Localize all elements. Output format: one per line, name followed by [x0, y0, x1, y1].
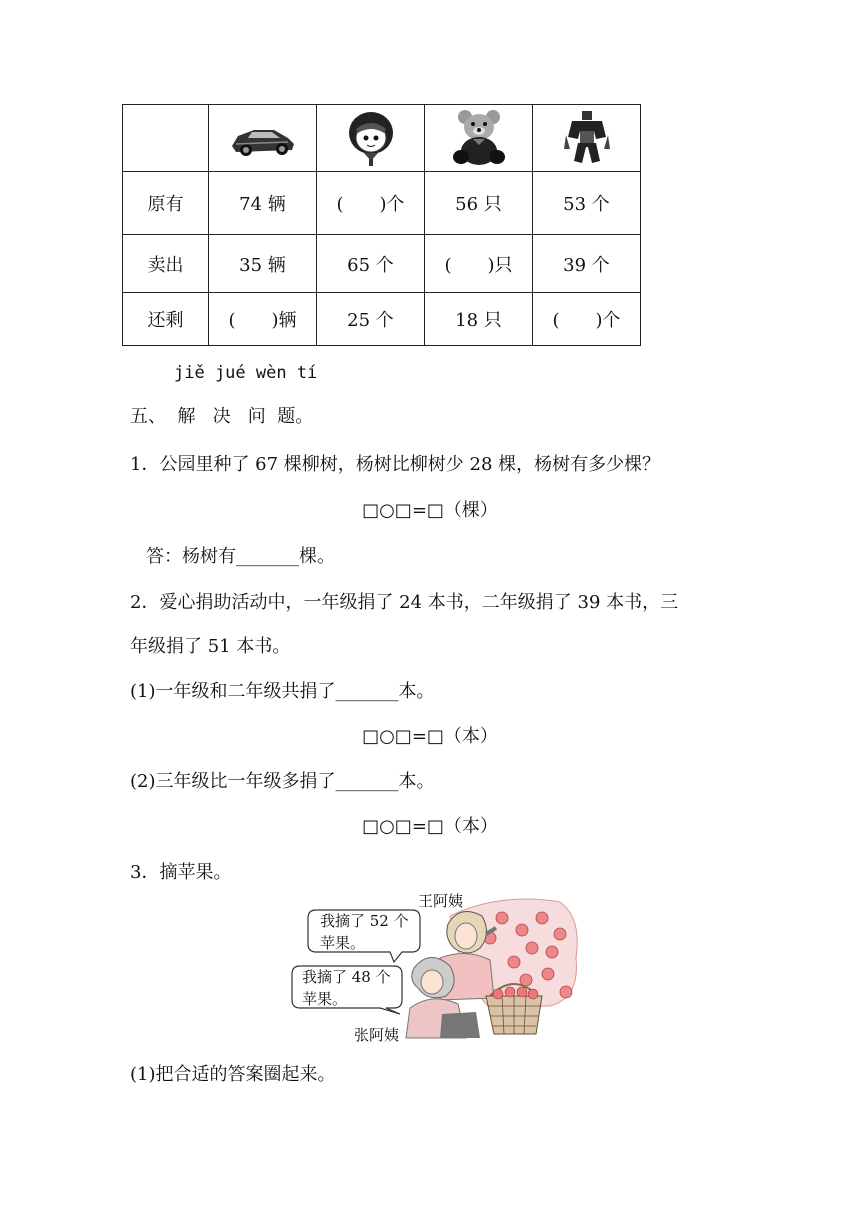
- row-label: 卖出: [123, 235, 209, 293]
- question-3-title: 3．摘苹果。: [130, 862, 232, 883]
- label-zhang: 张阿姨: [354, 1026, 400, 1044]
- robot-icon: [562, 109, 612, 167]
- table-cell: 25 个: [317, 293, 425, 346]
- toy-car-icon: [228, 118, 298, 158]
- table-cell: 18 只: [425, 293, 533, 346]
- speech-bubble-wang: 我摘了 52 个 苹果。: [320, 912, 409, 952]
- apple-picking-illustration: [290, 888, 580, 1046]
- label-wang: 王阿姨: [418, 892, 464, 910]
- question-2-line-1: 2．爱心捐助活动中，一年级捐了 24 本书，二年级捐了 39 本书，三: [130, 592, 679, 613]
- question-1-formula[interactable]: □○□=□（棵）: [362, 500, 498, 521]
- blank-cell[interactable]: ( )辆: [209, 293, 317, 346]
- question-2-formula-1[interactable]: □○□=□（本）: [362, 726, 498, 747]
- blank-cell[interactable]: ( )个: [533, 293, 641, 346]
- question-3-sub-1: (1)把合适的答案圈起来。: [130, 1064, 336, 1085]
- doll-icon: [346, 109, 396, 167]
- table-corner-cell: [123, 105, 209, 172]
- table-row: [123, 293, 641, 346]
- table-cell: 53 个: [533, 172, 641, 235]
- table-cell: 74 辆: [209, 172, 317, 235]
- table-cell: 39 个: [533, 235, 641, 293]
- question-1-answer[interactable]: 答：杨树有_______棵。: [146, 546, 335, 567]
- table-header-row: [123, 105, 641, 172]
- table-cell: 65 个: [317, 235, 425, 293]
- speech-bubble-zhang: 我摘了 48 个 苹果。: [302, 968, 391, 1008]
- table-row: [123, 235, 641, 293]
- section-pinyin: jiě jué wèn tí: [174, 363, 318, 383]
- table-cell: 56 只: [425, 172, 533, 235]
- blank-cell[interactable]: ( )只: [425, 235, 533, 293]
- row-label: 原有: [123, 172, 209, 235]
- teddy-bear-icon: [451, 109, 507, 167]
- blank-cell[interactable]: ( )个: [317, 172, 425, 235]
- question-1-text: 1．公园里种了 67 棵柳树，杨树比柳树少 28 棵，杨树有多少棵？: [130, 454, 661, 475]
- question-2-sub-2[interactable]: (2)三年级比一年级多捐了_______本。: [130, 771, 435, 792]
- question-2-sub-1[interactable]: (1)一年级和二年级共捐了_______本。: [130, 681, 435, 702]
- section-title: 五、 解 决 问 题。: [130, 406, 314, 427]
- row-label: 还剩: [123, 293, 209, 346]
- table-row: [123, 172, 641, 235]
- question-2-formula-2[interactable]: □○□=□（本）: [362, 816, 498, 837]
- table-cell: 35 辆: [209, 235, 317, 293]
- toy-sales-table: [122, 104, 641, 346]
- question-2-line-2: 年级捐了 51 本书。: [130, 636, 291, 657]
